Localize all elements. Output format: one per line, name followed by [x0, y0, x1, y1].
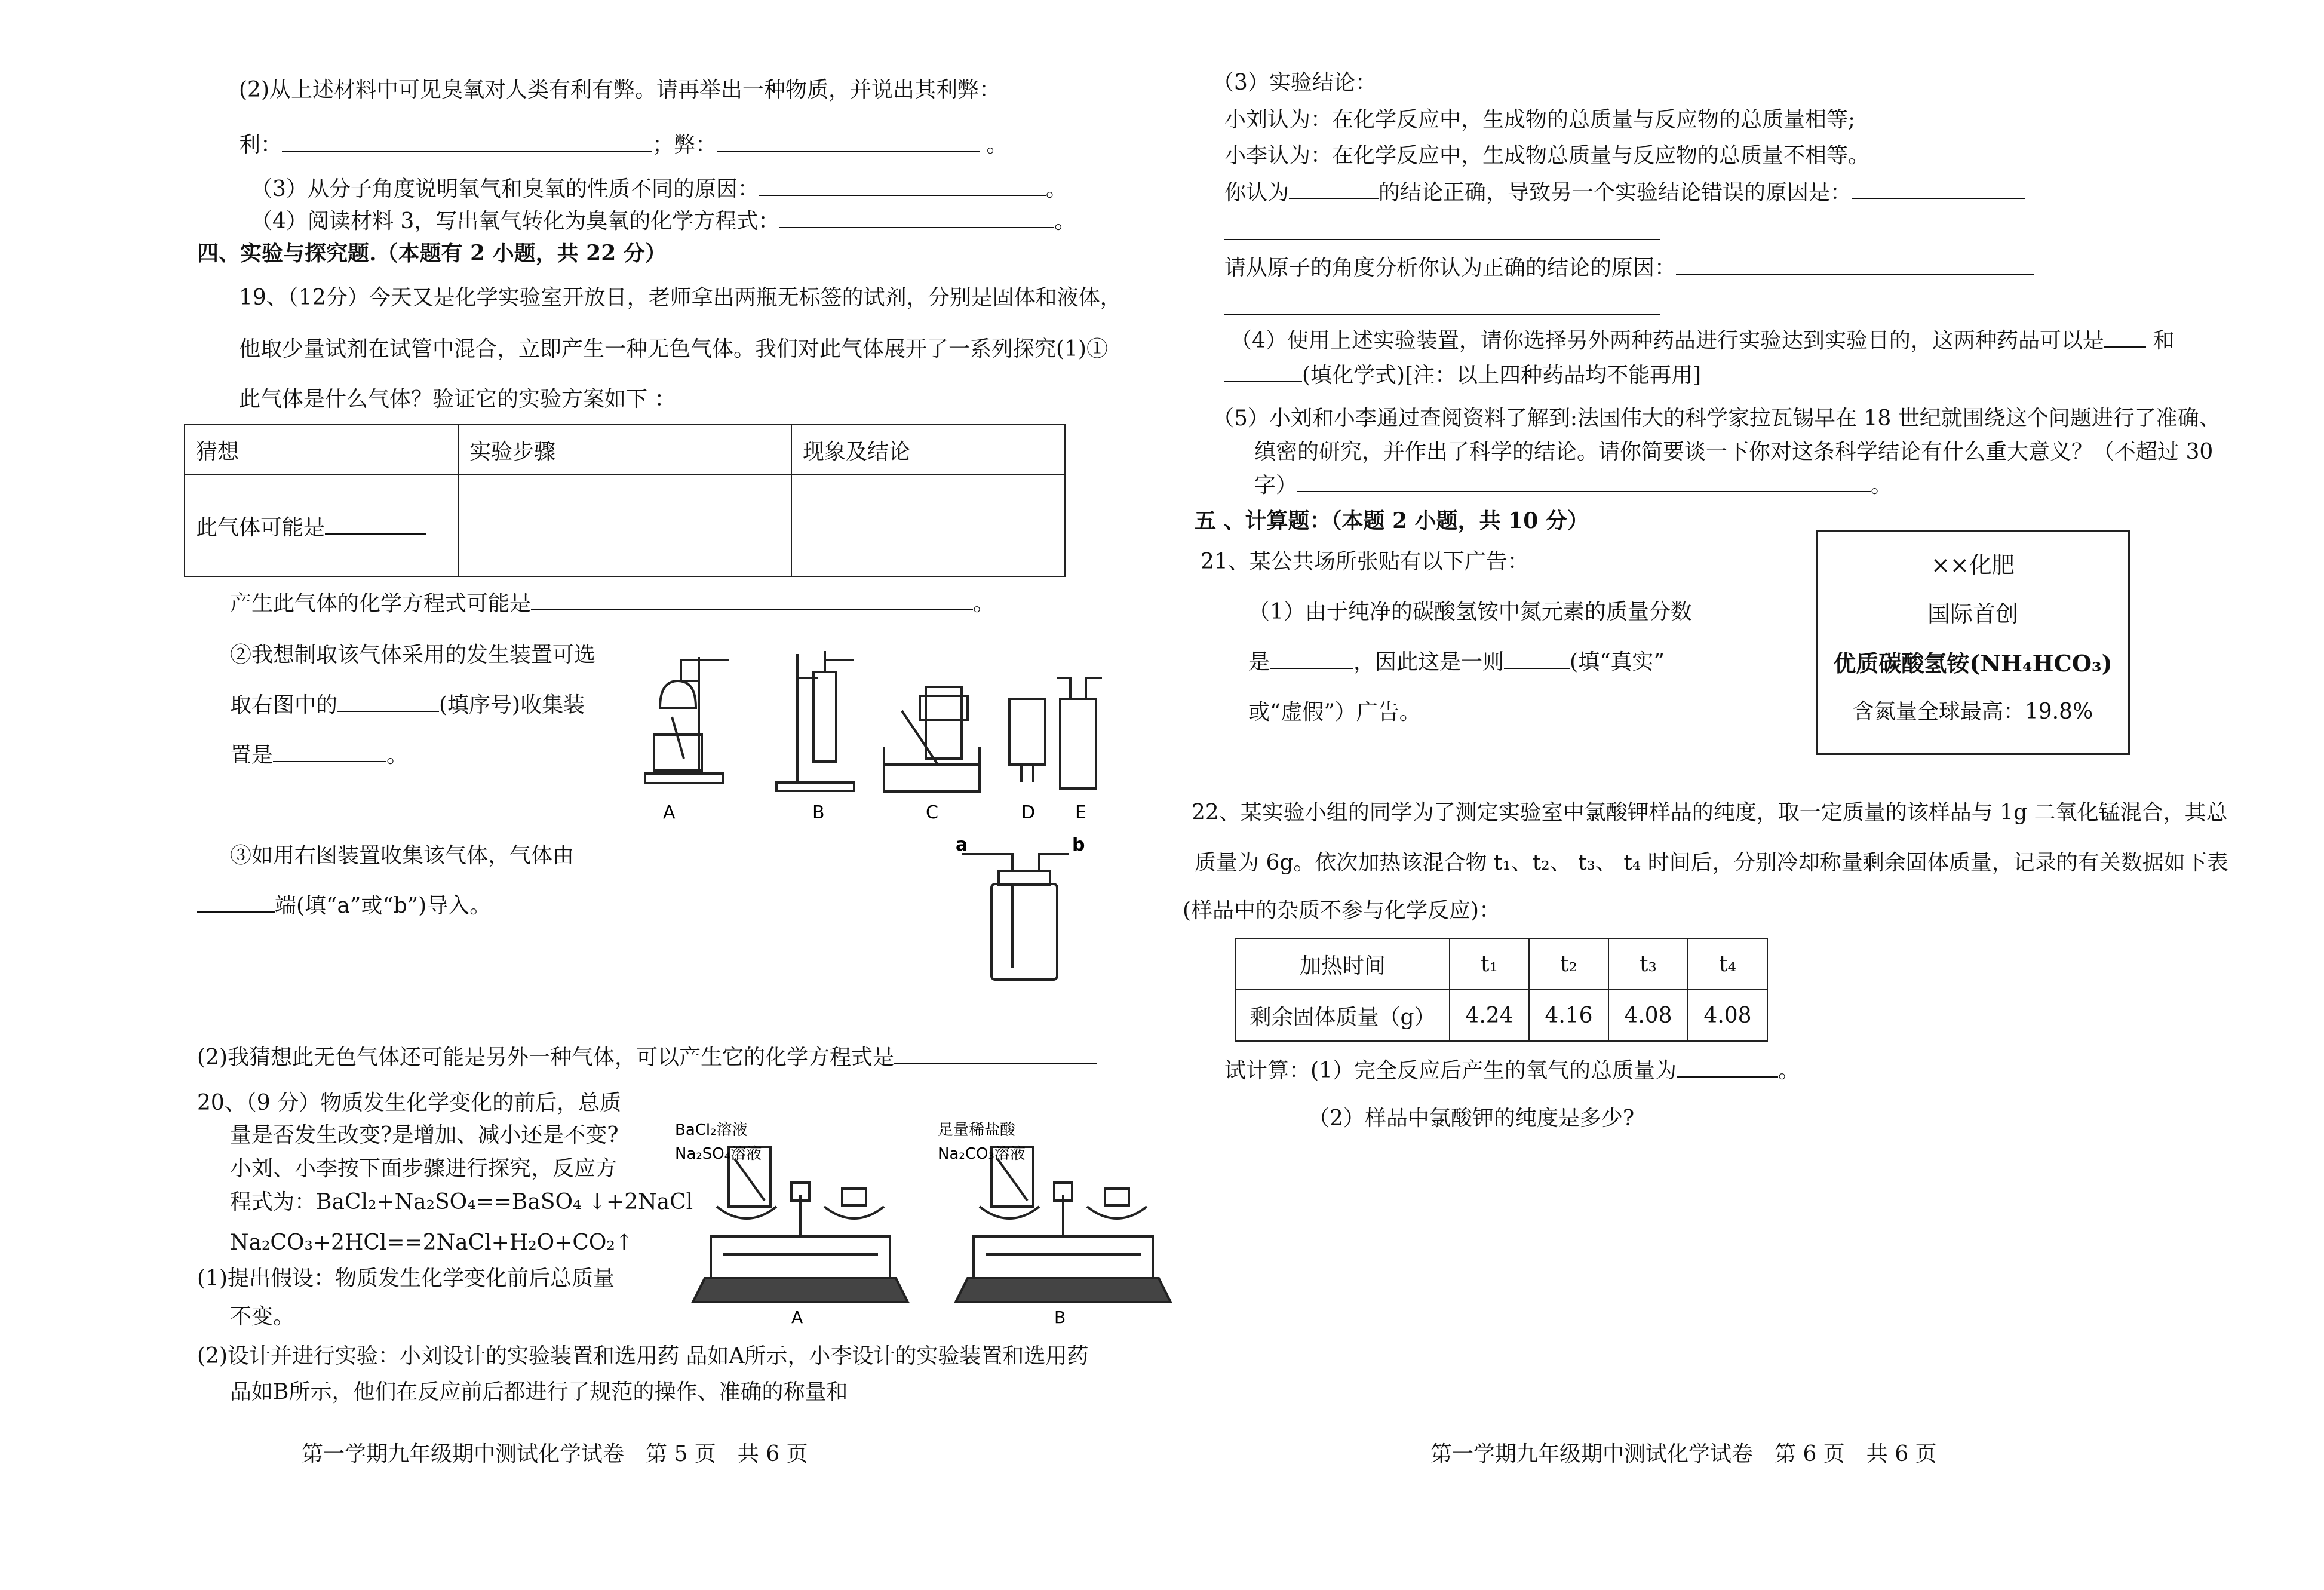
balance-figure-a — [669, 1111, 938, 1326]
table-cell-result — [791, 475, 1065, 576]
q20-correct — [1224, 180, 2025, 205]
apparatus-figure — [639, 645, 1117, 824]
q22-calc1: 试计算：(1）完全反应后产生的氧气的总质量为 。 — [1224, 1058, 1800, 1083]
q19-2-line1: ②我想制取该气体采用的发生装置可选 — [230, 643, 596, 667]
answer-blank — [325, 515, 426, 535]
q19-3-line1: ③如用右图装置收集该气体，气体由 — [230, 843, 575, 868]
answer-blank — [1270, 650, 1353, 669]
q18-part3-text: （3）从分子角度说明氧气和臭氧的性质不同的原因： — [251, 177, 759, 201]
q20-line1: 20、（9 分）物质发生化学变化的前后，总质 — [197, 1091, 622, 1115]
answer-blank — [197, 894, 275, 913]
balance-b-label-1: 足量稀盐酸 — [938, 1121, 1016, 1139]
t2-header-2: t₂ — [1529, 938, 1608, 990]
q20-correct-text: 你认为 — [1224, 180, 1290, 205]
table-cell-steps — [458, 475, 791, 576]
section-4-title: 四、实验与探究题.（本题有 2 小题，共 22 分） — [197, 241, 667, 266]
apparatus-label-a: A — [663, 802, 676, 823]
q20-blank-line — [1224, 221, 1660, 245]
t2-cell-1: 4.24 — [1450, 990, 1529, 1041]
answer-blank — [337, 693, 439, 712]
q20-part5-line1: （5）小刘和小李通过查阅资料了解到:法国伟大的科学家拉瓦锡早在 18 世纪就围绕这个问题进行了准确、 — [1212, 406, 2221, 431]
q19-2-line2 — [230, 693, 585, 717]
q20-line8: (2)设计并进行实验：小刘设计的实验装置和选用药 品如A所示，小李设计的实验装置和选用药 — [197, 1344, 1089, 1368]
q19-line2: 他取少量试剂在试管中混合，立即产生一种无色气体。我们对此气体展开了一系列探究(1)① — [239, 337, 1108, 361]
q20-atom-text: 请从原子的角度分析你认为正确的结论的原因： — [1224, 256, 1677, 280]
answer-blank — [1676, 256, 2034, 275]
q20-correct-text-b: 的结论正确，导致另一个实验结论错误的原因是： — [1379, 180, 1852, 205]
apparatus-label-e: E — [1075, 802, 1086, 823]
balance-b-letter: B — [1054, 1307, 1066, 1326]
q19-table — [184, 424, 1066, 577]
q20-line2: 量是否发生改变?是增加、减小还是不变? — [230, 1123, 619, 1147]
fertilizer-ad — [1816, 530, 2130, 755]
bottle-label-a: a — [956, 836, 968, 855]
table-header-guess: 猜想 — [185, 425, 458, 475]
q20-line3: 小刘、小李按下面步骤进行探究，反应方 — [230, 1156, 618, 1181]
answer-blank — [273, 743, 386, 762]
q20-line6: (1)提出假设：物质发生化学变化前后总质量 — [197, 1266, 615, 1291]
q22-line3: (样品中的杂质不参与化学反应)： — [1183, 898, 1501, 923]
apparatus-e-drawing — [1057, 678, 1102, 788]
balance-figure-b — [932, 1111, 1201, 1326]
apparatus-label-c: C — [926, 802, 938, 823]
t2-header-1: t₁ — [1450, 938, 1529, 990]
answer-blank — [1289, 180, 1379, 199]
q22-line2: 质量为 6g。依次加热该混合物 t₁、t₂、 t₃、 t₄ 时间后，分别冷却称量剩余固体质量，记录的有关数据如下表 — [1195, 851, 2228, 875]
answer-blank — [1852, 180, 2025, 199]
q21-text-b: ，因此这是一则 — [1353, 650, 1505, 674]
apparatus-a-drawing — [645, 657, 729, 783]
t2-header-4: t₄ — [1688, 938, 1767, 990]
q21-line1: （1）由于纯净的碳酸氢铵中氮元素的质量分数 — [1248, 600, 1692, 624]
q20-line4: 程式为：BaCl₂+Na₂SO₄==BaSO₄ ↓+2NaCl — [230, 1190, 693, 1214]
q20-atom — [1224, 256, 2034, 280]
t2-cell-3: 4.08 — [1608, 990, 1688, 1041]
q19-2-text: 取右图中的 — [230, 693, 338, 717]
guess-text: 此气体可能是 — [196, 515, 326, 540]
q21-intro: 21、某公共场所张贴有以下广告： — [1201, 550, 1529, 574]
q19-equation: 产生此气体的化学方程式可能是 。 — [230, 591, 995, 616]
answer-blank — [2104, 329, 2146, 348]
balance-b-label-2: Na₂CO₃溶液 — [938, 1145, 1026, 1163]
q18-part2: (2)从上述材料中可见臭氧对人类有利有弊。请再举出一种物质，并说出其利弊： — [239, 78, 1000, 102]
q20-line5: Na₂CO₃+2HCl==2NaCl+H₂O+CO₂↑ — [230, 1230, 633, 1255]
q20-part5-line2: 缜密的研究，并作出了科学的结论。请你简要谈一下你对这条科学结论有什么重大意义？（不超过 30 — [1254, 440, 2214, 464]
q22-calc1-text: 试计算：(1）完全反应后产生的氧气的总质量为 — [1224, 1058, 1677, 1083]
q20-part5-line3: 字） 。 — [1254, 473, 1893, 498]
q18-part2-answer: 利： ；弊： 。 — [239, 133, 1008, 157]
q20-part4-text: （4）使用上述实验装置，请你选择另外两种药品进行实验达到实验目的，这两种药品可以是 — [1230, 329, 2104, 353]
q21-text-c: (填“真实” — [1570, 650, 1665, 674]
q21-line3: 或“虚假”）广告。 — [1248, 700, 1421, 725]
q20-part4-line1 — [1230, 329, 2174, 353]
answer-blank — [1297, 473, 1871, 492]
answer-blank — [779, 209, 1054, 228]
q21-text-a: 是 — [1248, 650, 1270, 674]
ad-line3: 优质碳酸氢铵(NH₄HCO₃) — [1833, 650, 2113, 677]
q22-line1: 22、某实验小组的同学为了测定实验室中氯酸钾样品的纯度，取一定质量的该样品与 1g 二氧化锰混合，其总 — [1192, 800, 2228, 825]
q18-part4-text: （4）阅读材料 3，写出氧气转化为臭氧的化学方程式： — [251, 209, 780, 234]
answer-blank — [1677, 1058, 1778, 1078]
answer-blank — [531, 591, 973, 610]
q18-part4: （4）阅读材料 3，写出氧气转化为臭氧的化学方程式： 。 — [251, 209, 1076, 234]
q19-part2-text: (2)我猜想此无色气体还可能是另外一种气体，可以产生它的化学方程式是 — [197, 1045, 894, 1070]
liu-conclusion: 小刘认为：在化学反应中，生成物的总质量与反应物的总质量相等; — [1224, 108, 1856, 132]
q19-2-text-b: (填序号)收集装 — [439, 693, 585, 717]
q18-part3: （3）从分子角度说明氧气和臭氧的性质不同的原因： 。 — [251, 177, 1067, 201]
q18-li-label: 利： — [239, 133, 283, 157]
q19-part2 — [197, 1045, 1097, 1070]
balance-a-label-2: Na₂SO₄溶液 — [675, 1145, 762, 1163]
bottle-label-b: b — [1072, 836, 1085, 855]
answer-blank — [1224, 221, 1660, 240]
table-cell-guess — [185, 475, 458, 576]
q21-line2 — [1248, 650, 1665, 674]
apparatus-b-drawing — [776, 651, 854, 791]
answer-blank — [894, 1045, 1097, 1064]
t2-header-3: t₃ — [1608, 938, 1688, 990]
t2-cell-0: 剩余固体质量（g） — [1236, 990, 1450, 1041]
q20-line7: 不变。 — [230, 1304, 295, 1329]
balance-a-letter: A — [791, 1307, 803, 1326]
section-5-title: 五 、计算题：（本题 2 小题，共 10 分） — [1195, 508, 1589, 533]
apparatus-label-d: D — [1021, 802, 1036, 823]
q18-bi-label: ；弊： — [652, 133, 717, 157]
answer-blank — [282, 133, 652, 152]
t2-cell-2: 4.16 — [1529, 990, 1608, 1041]
footer-page-5: 第一学期九年级期中测试化学试卷 第 5 页 共 6 页 — [302, 1442, 808, 1466]
q20-line9: 品如B所示，他们在反应前后都进行了规范的操作、准确的称量和 — [230, 1380, 848, 1404]
t2-header-0: 加热时间 — [1236, 938, 1450, 990]
answer-blank — [1224, 296, 1660, 315]
q20-part4-text-b: (填化学式)[注：以上四种药品均不能再用] — [1302, 363, 1702, 388]
apparatus-label-b: B — [812, 802, 825, 823]
answer-blank — [717, 133, 980, 152]
q22-table — [1235, 938, 1768, 1042]
table-header-steps: 实验步骤 — [458, 425, 791, 475]
answer-blank — [1224, 363, 1302, 382]
answer-blank — [759, 177, 1046, 196]
q19-2-text-c: 置是 — [230, 743, 274, 768]
q19-2-line3: 置是 。 — [230, 743, 409, 768]
q20-part5-text: 字） — [1254, 473, 1298, 498]
table-header-result: 现象及结论 — [791, 425, 1065, 475]
apparatus-d-drawing — [1009, 699, 1045, 782]
q19-line3: 此气体是什么气体？验证它的实验方案如下 ： — [239, 387, 676, 412]
q19-3-text: 端(填“a”或“b”)导入。 — [275, 894, 492, 918]
ad-title: ××化肥 — [1931, 552, 2015, 578]
q19-3-line2 — [197, 894, 491, 918]
answer-blank — [1504, 650, 1570, 669]
gas-bottle-figure — [950, 836, 1087, 986]
q20-part3: （3）实验结论： — [1212, 70, 1377, 95]
ad-line2: 国际首创 — [1927, 601, 2018, 627]
q20-part4-line2 — [1224, 363, 1701, 388]
li-conclusion: 小李认为：在化学反应中，生成物总质量与反应物的总质量不相等。 — [1224, 143, 1870, 168]
q19-line1: 19、（12分）今天又是化学实验室开放日，老师拿出两瓶无标签的试剂，分别是固体和液体， — [239, 286, 1122, 310]
footer-page-6: 第一学期九年级期中测试化学试卷 第 6 页 共 6 页 — [1430, 1442, 1937, 1466]
t2-cell-4: 4.08 — [1688, 990, 1767, 1041]
balance-a-label-1: BaCl₂溶液 — [675, 1121, 748, 1139]
q20-blank-line-2 — [1224, 296, 1660, 321]
q19-equation-text: 产生此气体的化学方程式可能是 — [230, 591, 532, 616]
q22-calc2: （2）样品中氯酸钾的纯度是多少? — [1308, 1106, 1635, 1131]
apparatus-c-drawing — [884, 687, 980, 791]
q20-part4-and: 和 — [2153, 329, 2175, 353]
ad-line4: 含氮量全球最高：19.8% — [1852, 699, 2093, 724]
